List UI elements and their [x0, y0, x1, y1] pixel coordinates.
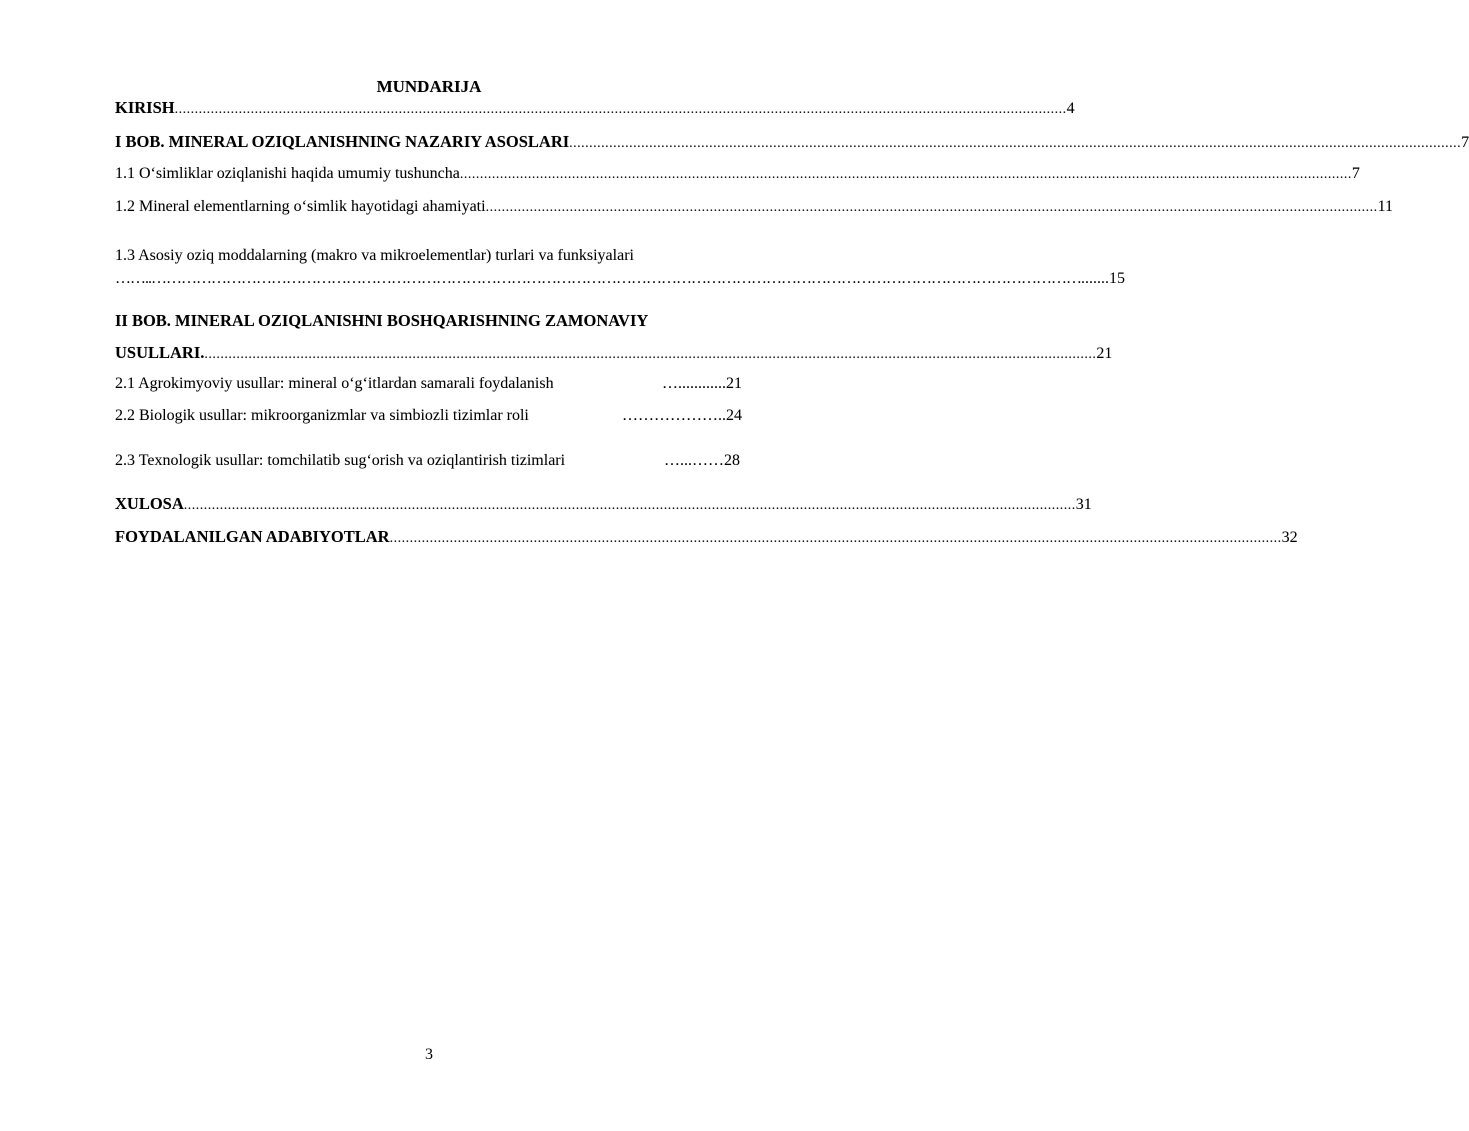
toc-leader-dots [486, 200, 1378, 216]
toc-entry-kirish[interactable] [115, 98, 1075, 118]
page-number: 3 [425, 1046, 433, 1063]
toc-entry-page: 7 [1351, 165, 1360, 182]
toc-entry-label: I BOB. MINERAL OZIQLANISHNING NAZARIY ASOSLARI [115, 132, 570, 151]
toc-entry-chapter-1[interactable] [115, 132, 1469, 152]
toc-leader-dots [175, 102, 1067, 118]
toc-entry-references[interactable] [115, 527, 1298, 547]
toc-entry-label: 2.2 Biologik usullar: mikroorganizmlar va simbiozli tizimlar roli [115, 407, 529, 424]
toc-leader-dots [184, 498, 1076, 514]
toc-leader-dots [115, 270, 1081, 288]
toc-entry-page: 28 [724, 452, 740, 469]
toc-entry-label: 1.2 Mineral elementlarning o‘simlik hayotidagi ahamiyati [115, 198, 486, 215]
toc-entry-page: 4 [1066, 100, 1075, 117]
toc-entry-page: 31 [1075, 496, 1092, 513]
toc-entry-1-1[interactable] [115, 165, 1360, 183]
toc-leader-dots [569, 136, 1461, 152]
toc-entry-1-3[interactable] [115, 247, 742, 265]
toc-entry-page: 32 [1281, 529, 1298, 546]
toc-entry-label: II BOB. MINERAL OZIQLANISHNI BOSHQARISHNING ZAMONAVIY [115, 311, 649, 330]
toc-entry-label-continuation: USULLARI. [115, 343, 205, 362]
toc-entry-1-2[interactable] [115, 198, 1393, 216]
toc-entry-page: 11 [1377, 198, 1393, 215]
toc-entry-chapter-2-continuation [115, 343, 1113, 363]
toc-title: MUNDARIJA [376, 77, 482, 96]
toc-entry-label: 2.3 Texnologik usullar: tomchilatib sug‘orish va oziqlantirish tizimlari [115, 452, 566, 469]
toc-leader-dots [204, 347, 1096, 363]
toc-entry-label: KIRISH [115, 98, 175, 117]
toc-entry-2-3[interactable] [115, 452, 740, 470]
toc-entry-page: 21 [1096, 345, 1113, 362]
toc-entry-2-1[interactable] [115, 375, 742, 393]
toc-entry-label: 1.3 Asosiy oziq moddalarning (makro va mikroelementlar) turlari va funksiyalari [115, 247, 634, 264]
toc-entry-page: 7 [1461, 134, 1469, 151]
toc-entry-fill: …............ [662, 375, 726, 392]
toc-entry-label: 1.1 O‘simliklar oziqlanishi haqida umumiy tushuncha [115, 165, 460, 182]
toc-leader-dots [460, 167, 1352, 183]
toc-entry-page: 24 [726, 407, 742, 424]
toc-entry-xulosa[interactable] [115, 494, 1092, 514]
toc-leader-dots [390, 531, 1282, 547]
toc-entry-label: XULOSA [115, 494, 184, 513]
toc-entry-fill: …...…… [664, 452, 724, 469]
toc-entry-1-3-continuation [115, 270, 1125, 288]
toc-entry-page: 21 [726, 375, 742, 392]
toc-entry-fill: ……………….. [622, 407, 726, 424]
toc-entry-page: .......15 [1081, 270, 1125, 287]
toc-entry-chapter-2[interactable] [115, 311, 742, 331]
toc-entry-2-2[interactable] [115, 407, 742, 425]
toc-entry-label: FOYDALANILGAN ADABIYOTLAR [115, 527, 390, 546]
toc-entry-label: 2.1 Agrokimyoviy usullar: mineral o‘g‘itlardan samarali foydalanish [115, 375, 554, 392]
